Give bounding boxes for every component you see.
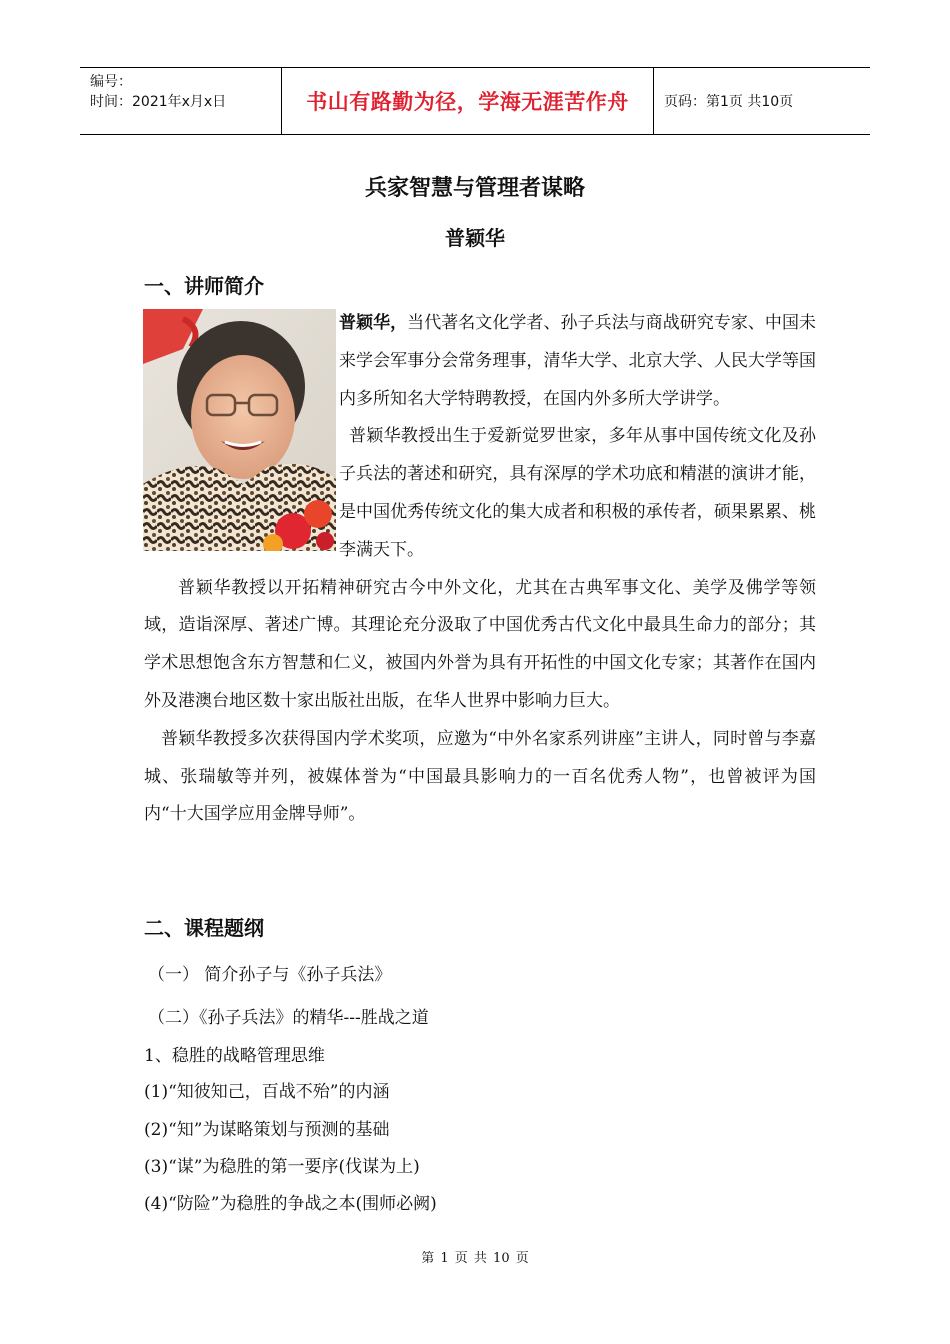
lecturer-name: 普颖华， xyxy=(339,313,408,333)
section-heading-lecturer: 一、讲师简介 xyxy=(144,274,264,298)
outline-subsection-2: （二）《孙子兵法》的精华---胜战之道 xyxy=(148,1008,429,1028)
header-page-info: 页码：第1页 共10页 xyxy=(664,94,794,110)
outline-item-4: (3)“谋”为稳胜的第一要序(伐谋为上) xyxy=(144,1157,420,1177)
bio-paragraph-2: 普颖华教授出生于爱新觉罗世家，多年从事中国传统文化及孙子兵法的著述和研究，具有深厚的学术功底和精湛的演讲才能，是中国优秀传统文化的集大成者和积极的承传者，硕果累累、桃李满天下。 xyxy=(339,426,816,560)
bio-paragraph-3: 普颖华教授以开拓精神研究古今中外文化，尤其在古典军事文化、美学及佛学等领域，造诣深厚、著述广博。其理论充分汲取了中国优秀古代文化中最具生命力的部分；其学术思想饱含东方智慧和仁义，被国内外誉为具有开拓性的中国文化专家；其著作在国内外及港澳台地区数十家出版社出版，在华人世界中影响力巨大。 xyxy=(144,577,816,711)
bio-paragraph-4: 普颖华教授多次获得国内学术奖项，应邀为“中外名家系列讲座”主讲人，同时曾与李嘉城、张瑞敏等并列，被媒体誉为“中国最具影响力的一百名优秀人物”，也曾被评为国内“十大国学应用金牌导师”。 xyxy=(144,728,816,825)
page-footer: 第 1 页 共 10 页 xyxy=(421,1251,529,1266)
outline-item-2: (1)“知彼知己，百战不殆”的内涵 xyxy=(144,1082,390,1102)
header-motto: 书山有路勤为径，学海无涯苦作舟 xyxy=(281,68,654,134)
section-heading-outline: 二、课程题纲 xyxy=(144,916,264,940)
outline-item-1: 1、稳胜的战略管理思维 xyxy=(144,1046,325,1066)
bio-paragraph-1-text: 当代著名文化学者、孙子兵法与商战研究专家、中国未来学会军事分会常务理事，清华大学、北京大学、人民大学等国内多所知名大学特聘教授，在国内外多所大学讲学。 xyxy=(339,313,817,409)
header-serial-label: 编号： xyxy=(90,74,132,90)
portrait-float-space xyxy=(144,305,337,550)
header-date: 时间：2021年x月x日 xyxy=(90,94,227,110)
document-author: 普颖华 xyxy=(445,226,505,250)
outline-subsection-1: （一） 简介孙子与《孙子兵法》 xyxy=(148,965,392,985)
header-meta xyxy=(80,68,281,134)
lecturer-biography xyxy=(144,305,816,834)
document-title: 兵家智慧与管理者谋略 xyxy=(364,176,585,201)
outline-item-5: (4)“防险”为稳胜的争战之本(围师必阙) xyxy=(144,1194,437,1214)
page-header-table xyxy=(80,67,870,135)
outline-item-3: (2)“知”为谋略策划与预测的基础 xyxy=(144,1120,390,1140)
